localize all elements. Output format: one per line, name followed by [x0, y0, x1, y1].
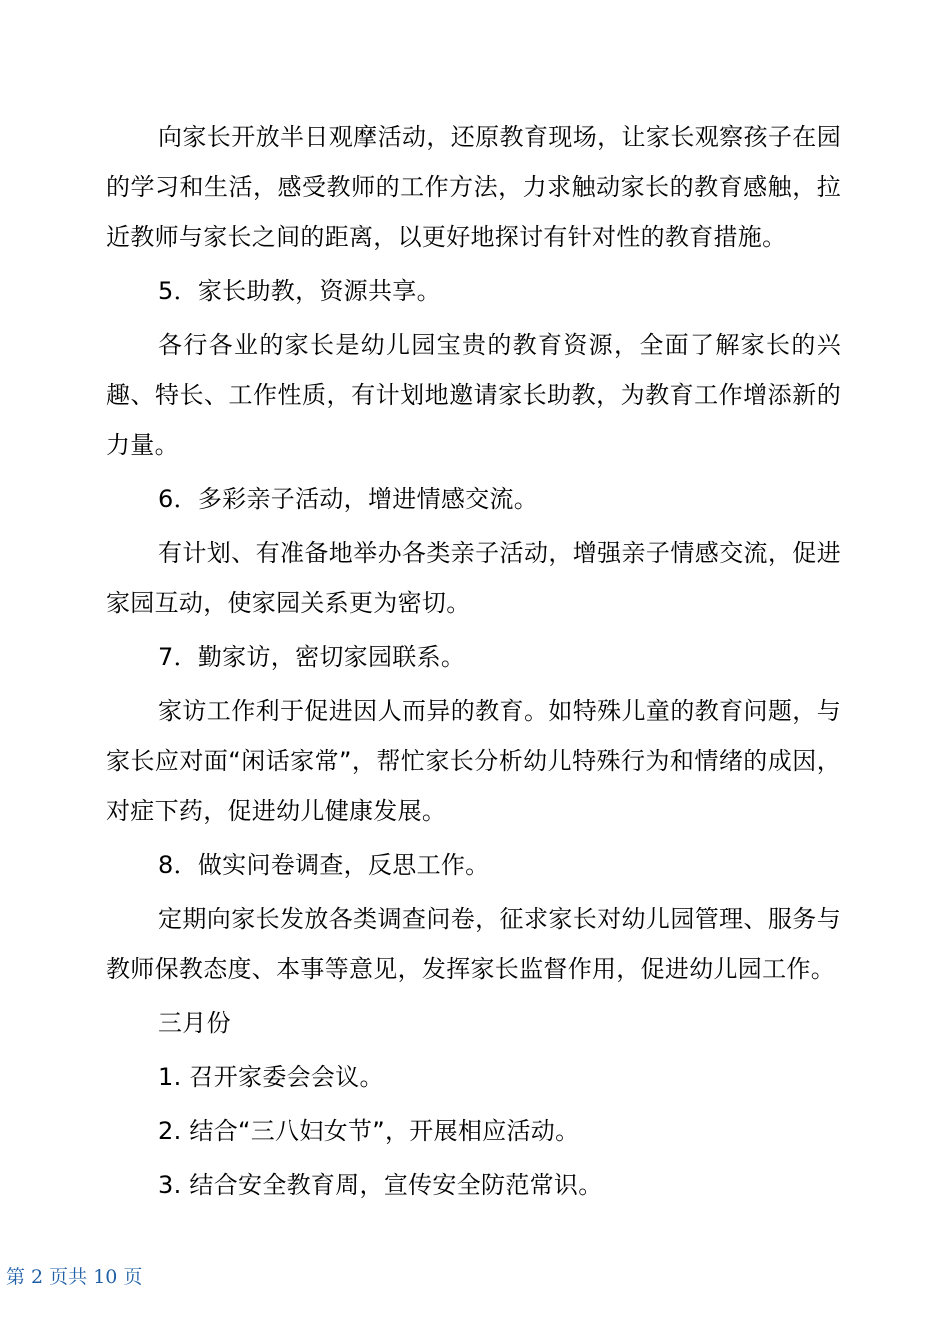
- paragraph-open-day: 向家长开放半日观摩活动，还原教育现场，让家长观察孩子在园的学习和生活，感受教师的工作方法，力求触动家长的教育感触，拉近教师与家长之间的距离，以更好地探讨有针对性的教育措施。: [106, 123, 841, 251]
- march-item-1: 1. 召开家委会会议。: [158, 1063, 384, 1091]
- paragraph-parent-assistant: 各行各业的家长是幼儿园宝贵的教育资源，全面了解家长的兴趣、特长、工作性质，有计划地邀请家长助教，为教育工作增添新的力量。: [106, 331, 841, 459]
- item-heading-8: 8．做实问卷调查，反思工作。: [158, 851, 490, 879]
- document-body: [106, 112, 841, 1214]
- paragraph-home-visits: 家访工作利于促进因人而异的教育。如特殊儿童的教育问题，与家长应对面“闲话家常”，帮忙家长分析幼儿特殊行为和情绪的成因，对症下药，促进幼儿健康发展。: [106, 697, 841, 825]
- item-heading-6: 6．多彩亲子活动，增进情感交流。: [158, 485, 539, 513]
- item-heading-7: 7．勤家访，密切家园联系。: [158, 643, 466, 671]
- paragraph-questionnaire: 定期向家长发放各类调查问卷，征求家长对幼儿园管理、服务与教师保教态度、本事等意见，发挥家长监督作用，促进幼儿园工作。: [106, 905, 841, 983]
- march-item-3: 3. 结合安全教育周，宣传安全防范常识。: [158, 1171, 603, 1199]
- month-heading-march: 三月份: [158, 1009, 231, 1037]
- march-item-2: 2. 结合“三八妇女节”，开展相应活动。: [158, 1117, 580, 1145]
- paragraph-parent-child-activities: 有计划、有准备地举办各类亲子活动，增强亲子情感交流，促进家园互动，使家园关系更为密切。: [106, 539, 841, 617]
- page-number-footer: 第 2 页共 10 页: [6, 1266, 143, 1288]
- item-heading-5: 5．家长助教，资源共享。: [158, 277, 441, 305]
